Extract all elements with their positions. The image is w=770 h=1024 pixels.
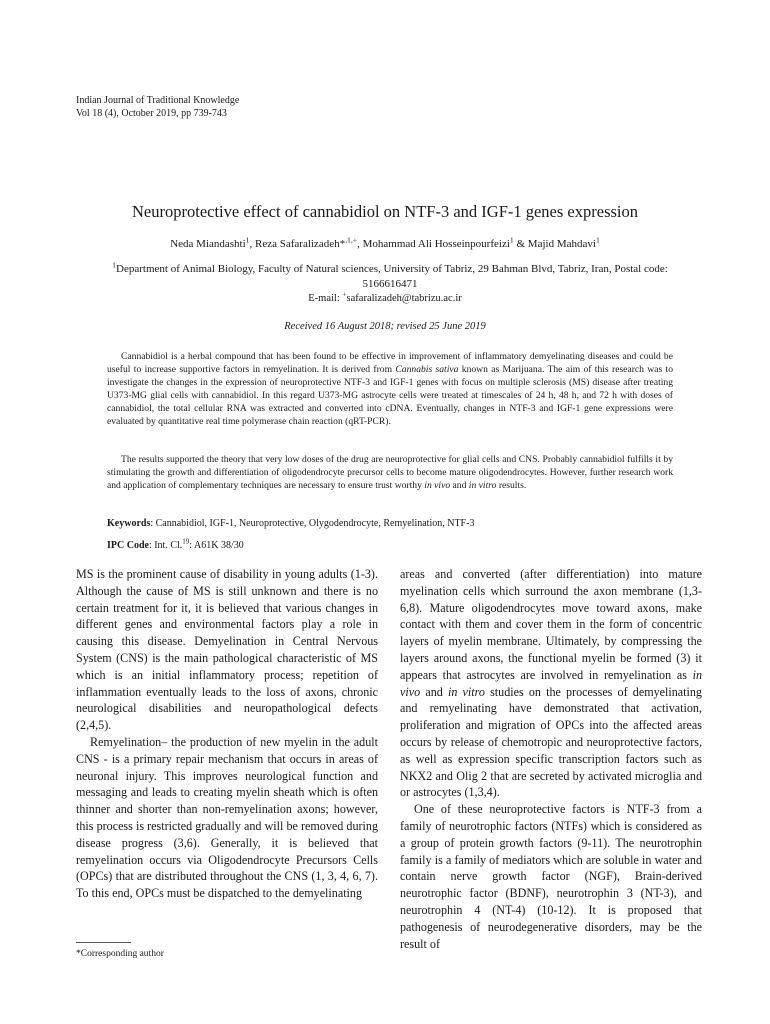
affiliation-sup: 1	[112, 260, 117, 270]
keywords-label: Keywords	[107, 518, 151, 529]
journal-header	[76, 94, 239, 120]
body-paragraph: Remyelination– the production of new myelin in the adult CNS - is a primary repair mechanism that occurs in areas of neuronal injury. This improves neurological function and messaging and leads to creating myelin sheath which is often thinner and shorter than non-remyelination axons; however, this process is restricted gradually and will be removed during disease progress (3,6). Generally, it is believed that remyelination occurs via Oligodendrocyte Precursors Cells (OPCs) that are distributed throughout the CNS (1, 3, 4, 6, 7). To this end, OPCs must be dispatched to the demyelinating	[76, 734, 378, 901]
body-paragraph: One of these neuroprotective factors is NTF-3 from a family of neurotrophic factors (NTFs) which is considered as a group of protein growth factors (9-11). The neurotrophin family is a family of mediators which are soluble in water and contain nerve growth factor (NGF), Brain-derived neurotrophic factor (BDNF), neurotrophin 3 (NT-3), and neurotrophin 4 (NT-4) (10-12). It is proposed that pathogenesis of neurodegenerative disorders, may be the result of	[400, 802, 702, 951]
author-name: Reza Safaralizadeh*	[255, 238, 346, 250]
abstract-text: and	[450, 480, 469, 491]
ipc-prefix: : Int. Cl.	[148, 540, 183, 551]
body-paragraph: MS is the prominent cause of disability in young adults (1-3). Although the cause of MS is still unknown and there is no certain treatment for it, it is believed that various changes in different genes and environmental factors play a role in causing this disease. Demyelination in Central Nervous System (CNS) is the main pathological characteristic of MS which is an initial inflammatory process; repetition of inflammation eventually leads to the loss of axons, chronic neurological disabilities and neuropathological defects (2,4,5).	[76, 567, 378, 733]
abstract-paragraph-2	[107, 453, 673, 492]
ipc-code	[107, 537, 673, 551]
email-label: E-mail:	[308, 293, 343, 304]
email-line	[0, 289, 770, 304]
abstract-text: known as Marijuana. The aim of this research was to investigate the changes in the expression of neuroprotective NTF-3 and IGF-1 genes with focus on multiple sclerosis (MS) disease after treating U373-MG glial cells with cannabidiol. In this regard U373-MG astrocyte cells were treated at timescales of 24 h, 48 h, and 72 h with doses of cannabidiol, the total cellular RNA was extracted and converted into cDNA. Eventually, changes in NTF-3 and IGF-1 gene expressions were evaluated by quantitative real time polymerase chain reaction (qRT-PCR).	[107, 364, 673, 427]
abstract-text: Cannabidiol is a herbal compound that has been found to be effective in improvement of inflammatory demyelinating diseases and could be useful to increase supportive factors in remyelination. It is derived from	[107, 351, 673, 375]
ipc-sup: 19	[182, 537, 190, 546]
footnote: *Corresponding author	[76, 949, 164, 959]
ipc-text: : A61K 38/30	[189, 540, 244, 551]
abstract-italic: Cannabis sativa	[395, 364, 459, 375]
author-name: Neda Miandashti	[170, 238, 246, 250]
author-separator: &	[513, 238, 528, 250]
body-italic: in vivo	[400, 667, 702, 699]
abstract-italic: in vivo	[424, 480, 451, 491]
abstract-italic: in vitro	[468, 480, 497, 491]
author-affil-sup: 1	[245, 235, 250, 245]
author-list	[0, 235, 770, 250]
body-italic: in vitro	[447, 684, 485, 699]
affiliation-text: Department of Animal Biology, Faculty of Natural sciences, University of Tabriz, 29 Bahman Blvd, Tabriz, Iran, Postal code: 5166616471	[116, 263, 668, 290]
body-paragraph	[400, 566, 702, 801]
body-column-left	[76, 566, 378, 902]
author-affil-sup: 1	[595, 235, 600, 245]
ipc-label: IPC Code	[107, 540, 149, 551]
author-separator: ,	[357, 238, 363, 250]
body-text: and	[420, 684, 448, 699]
author-name: Majid Mahdavi	[527, 238, 596, 250]
body-text: areas and converted (after differentiation) into mature myelination cells which surround the axon membrane (1,3-6,8). Mature oligodendrocytes move toward axons, make contact with them and cover them in the form of concentric layers of myelin membrane. Ultimately, by compressing the layers around axons, the functional myelin be formed (3) it appears that astrocytes are involved in remyelination as	[400, 567, 702, 682]
keywords	[107, 518, 673, 529]
author-name: Mohammad Ali Hosseinpourfeizi	[362, 238, 510, 250]
affiliation	[85, 262, 695, 292]
author-affil-sup: ,1,+	[345, 235, 358, 245]
email-sup: +	[342, 289, 347, 299]
footnote-divider	[76, 942, 131, 943]
body-text: studies on the processes of demyelinating and remyelinating have demonstrated that activation, proliferation and migration of OPCs into the affected areas occurs by release of chemotropic and neuroprotective factors, as well as expression specific transcription factors such as NKX2 and Olig 2 that are secreted by activated microglia and or astrocytes (1,3,4).	[400, 684, 702, 800]
author-separator: ,	[249, 238, 255, 250]
author-affil-sup: 1	[509, 235, 514, 245]
paper-title: Neuroprotective effect of cannabidiol on NTF-3 and IGF-1 genes expression	[132, 202, 638, 221]
journal-name: Indian Journal of Traditional Knowledge	[76, 95, 240, 106]
abstract-text: The results supported the theory that very low doses of the drug are neuroprotective for glial cells and CNS. Probably cannabidiol fulfills it by stimulating the growth and differentiation of oligodendrocyte precursor cells to become mature oligodendrocytes. However, further research work and application of complementary techniques are necessary to ensure trust worthy	[107, 454, 673, 491]
abstract-text: results.	[496, 480, 527, 491]
abstract-paragraph-1	[107, 350, 673, 428]
body-column-right	[400, 566, 702, 952]
email-address[interactable]: safaralizadeh@tabrizu.ac.ir	[346, 293, 462, 304]
received-dates: Received 16 August 2018; revised 25 June 2019	[284, 321, 486, 332]
journal-citation: Vol 18 (4), October 2019, pp 739-743	[76, 108, 227, 119]
keywords-text: : Cannabidiol, IGF-1, Neuroprotective, Olygodendrocyte, Remyelination, NTF-3	[150, 518, 475, 529]
